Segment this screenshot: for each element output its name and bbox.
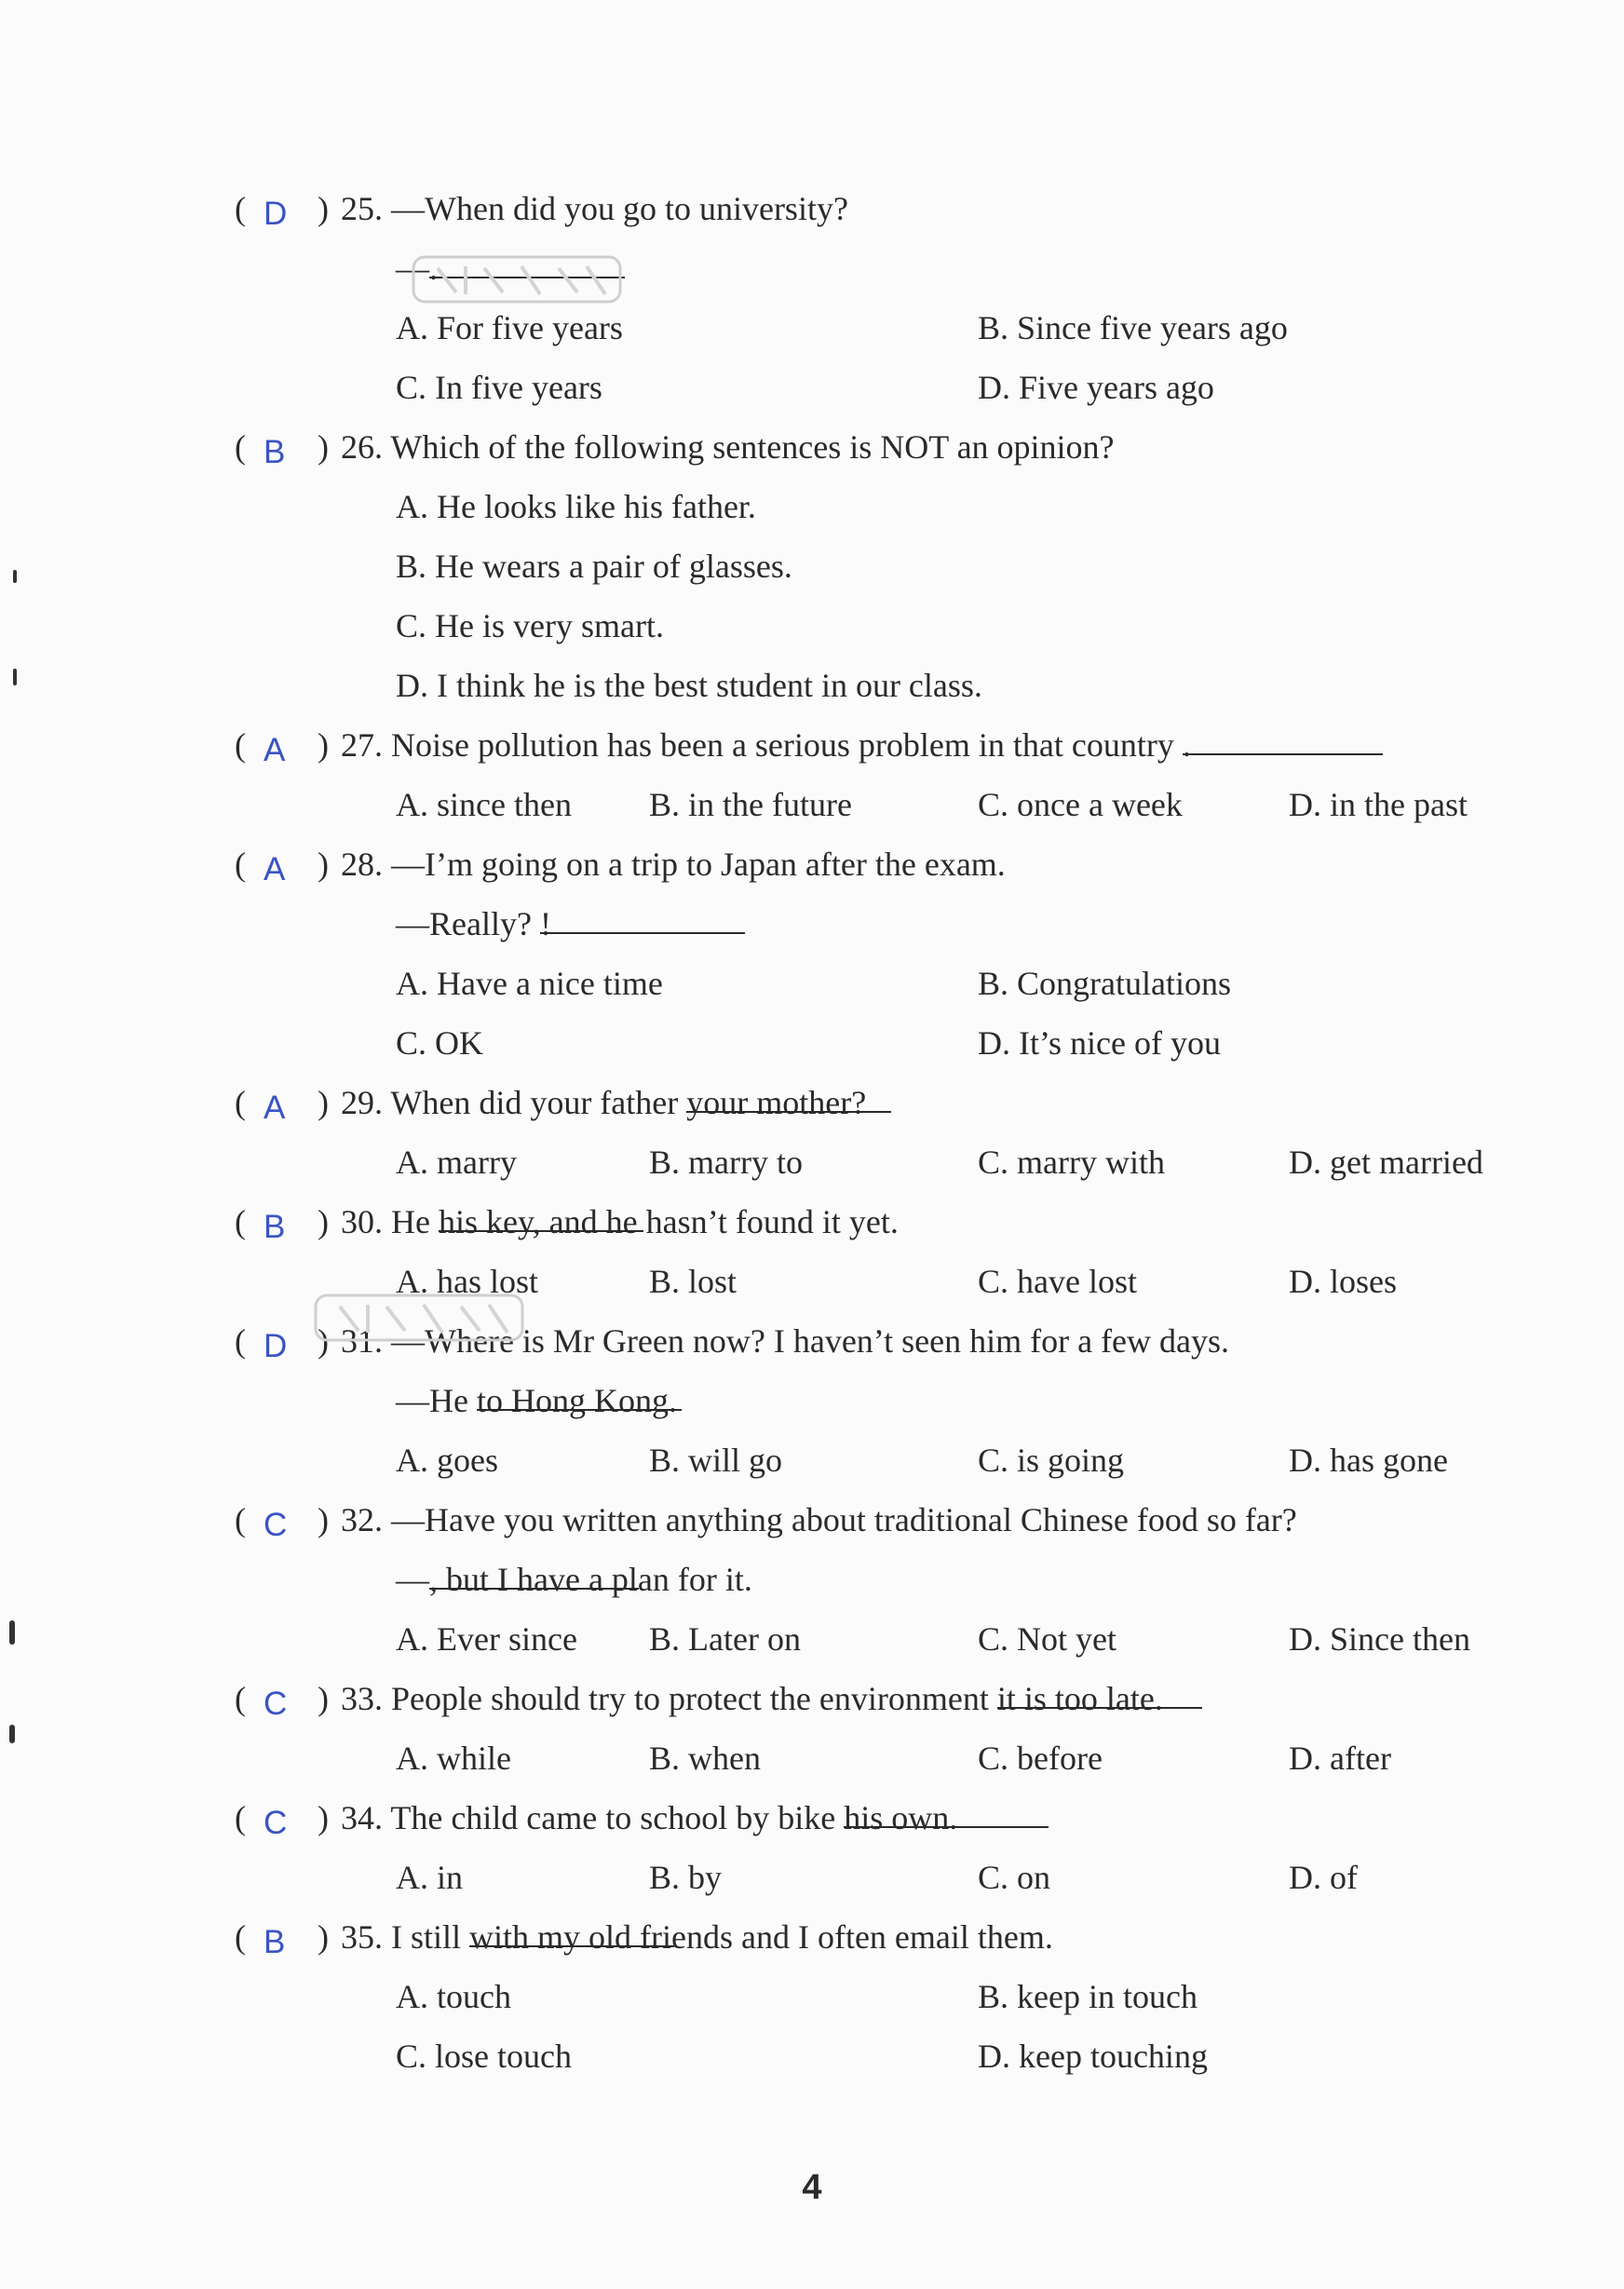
answer-mark: D xyxy=(264,196,288,232)
question-31-reply: —He to Hong Kong. xyxy=(0,1375,1624,1426)
question-stem: 34. The child came to school by bike his own. xyxy=(341,1793,957,1843)
option-c: C. OK xyxy=(396,1024,484,1062)
options-row xyxy=(0,660,1624,711)
option-c: C. once a week xyxy=(978,786,1183,823)
option-d: D. in the past xyxy=(1289,786,1468,823)
answer-mark: B xyxy=(264,1924,286,1960)
option-c: C. before xyxy=(978,1740,1103,1777)
options-row xyxy=(0,303,1624,353)
answer-blank xyxy=(540,899,745,934)
question-stem: 32. —Have you written anything about traditional Chinese food so far? xyxy=(341,1501,1297,1538)
option-c: C. have lost xyxy=(978,1263,1137,1300)
answer-blank xyxy=(439,1197,643,1232)
question-28-reply: —Really? ! xyxy=(0,899,1624,949)
question-29: ( A ) 29. When did your father your mother? xyxy=(0,1077,1624,1128)
option-d: D. of xyxy=(1289,1859,1358,1896)
option-a: A. goes xyxy=(396,1442,498,1479)
question-stem: 25. —When did you go to university? xyxy=(341,190,848,227)
options-row xyxy=(0,779,1624,830)
answer-blank xyxy=(844,1793,1049,1828)
options-row xyxy=(0,1852,1624,1903)
option-b: B. Congratulations xyxy=(978,965,1231,1002)
option-a: A. marry xyxy=(396,1144,517,1181)
option-c: C. is going xyxy=(978,1442,1125,1479)
option-a: A. in xyxy=(396,1859,463,1896)
options-row xyxy=(0,362,1624,413)
question-32: ( C ) 32. —Have you written anything about traditional Chinese food so far? xyxy=(0,1495,1624,1545)
option-a: A. has lost xyxy=(396,1263,538,1300)
option-c: C. He is very smart. xyxy=(396,607,664,644)
option-b: B. Since five years ago xyxy=(978,309,1288,346)
watermark-logo xyxy=(312,1290,526,1346)
option-b: B. Later on xyxy=(649,1620,801,1658)
option-d: D. I think he is the best student in our class. xyxy=(396,667,982,704)
option-d: D. Since then xyxy=(1289,1620,1470,1658)
question-31: ( D ) 31. —Where is Mr Green now? I haven’t seen him for a few days. xyxy=(0,1316,1624,1366)
option-c: C. Not yet xyxy=(978,1620,1116,1658)
question-stem: 28. —I’m going on a trip to Japan after the exam. xyxy=(341,846,1006,883)
answer-mark: C xyxy=(264,1507,288,1543)
answer-blank xyxy=(1183,720,1383,755)
option-d: D. after xyxy=(1289,1740,1391,1777)
answer-mark: C xyxy=(264,1686,288,1722)
options-row xyxy=(0,958,1624,1009)
option-b: B. by xyxy=(649,1859,723,1896)
option-b: B. lost xyxy=(649,1263,738,1300)
question-30: ( B ) 30. He his key, and he hasn’t found it yet. xyxy=(0,1197,1624,1247)
option-a: A. since then xyxy=(396,786,572,823)
options-row xyxy=(0,1137,1624,1187)
question-34: ( C ) 34. The child came to school by bike his own. xyxy=(0,1793,1624,1843)
answer-blank xyxy=(429,1554,639,1590)
option-a: A. touch xyxy=(396,1978,511,2015)
answer-blank xyxy=(477,1375,682,1411)
options-row xyxy=(0,1256,1624,1307)
option-a: A. For five years xyxy=(396,309,623,346)
question-25: ( D ) 25. —When did you go to university? xyxy=(0,183,1624,234)
question-32-reply: — , but I have a plan for it. xyxy=(0,1554,1624,1605)
option-b: B. when xyxy=(649,1740,761,1777)
options-row xyxy=(0,1971,1624,2022)
options-row xyxy=(0,481,1624,532)
option-c: C. marry with xyxy=(978,1144,1165,1181)
page-number: 4 xyxy=(802,2168,822,2207)
question-28: ( A ) 28. —I’m going on a trip to Japan after the exam. xyxy=(0,839,1624,889)
option-a: A. while xyxy=(396,1740,511,1777)
option-d: D. It’s nice of you xyxy=(978,1024,1221,1062)
option-a: A. He looks like his father. xyxy=(396,488,756,525)
options-row xyxy=(0,1018,1624,1068)
answer-mark: A xyxy=(264,851,286,887)
option-b: B. keep in touch xyxy=(978,1978,1198,2015)
question-stem: 27. Noise pollution has been a serious problem in that country . xyxy=(341,720,1191,770)
question-stem: 26. Which of the following sentences is NOT an opinion? xyxy=(341,428,1115,466)
option-c: C. lose touch xyxy=(396,2038,572,2075)
question-stem: 29. When did your father your mother? xyxy=(341,1077,866,1128)
answer-mark: B xyxy=(264,1209,286,1245)
option-a: A. Ever since xyxy=(396,1620,577,1658)
option-d: D. has gone xyxy=(1289,1442,1448,1479)
question-33: ( C ) 33. People should try to protect the environment it is too late. xyxy=(0,1673,1624,1724)
answer-blank xyxy=(997,1673,1202,1709)
answer-blank xyxy=(686,1077,891,1113)
scan-mark xyxy=(13,669,17,685)
option-d: D. loses xyxy=(1289,1263,1397,1300)
options-row xyxy=(0,541,1624,591)
watermark-logo xyxy=(410,251,624,307)
scan-mark xyxy=(9,1620,15,1645)
options-row xyxy=(0,1614,1624,1664)
option-b: B. marry to xyxy=(649,1144,803,1181)
option-b: B. He wears a pair of glasses. xyxy=(396,548,792,585)
question-25-reply: — . xyxy=(0,243,1624,293)
question-stem: 33. People should try to protect the environment it is too late. xyxy=(341,1673,1163,1724)
scan-mark xyxy=(13,570,17,583)
answer-mark: D xyxy=(264,1328,288,1364)
question-stem: 31. —Where is Mr Green now? I haven’t seen him for a few days. xyxy=(341,1322,1230,1360)
options-row xyxy=(0,1435,1624,1485)
answer-mark: B xyxy=(264,434,286,470)
options-row xyxy=(0,601,1624,651)
question-27: ( A ) 27. Noise pollution has been a serious problem in that country . xyxy=(0,720,1624,770)
answer-mark: A xyxy=(264,732,286,768)
question-stem: 35. I still with my old friends and I often email them. xyxy=(341,1912,1053,1962)
answer-mark: C xyxy=(264,1805,288,1841)
question-35: ( B ) 35. I still with my old friends and I often email them. xyxy=(0,1912,1624,1962)
option-d: D. get married xyxy=(1289,1144,1483,1181)
option-b: B. in the future xyxy=(649,786,852,823)
question-stem: 30. He his key, and he hasn’t found it yet. xyxy=(341,1197,899,1247)
option-a: A. Have a nice time xyxy=(396,965,663,1002)
scan-mark xyxy=(9,1725,15,1743)
option-c: C. on xyxy=(978,1859,1051,1896)
option-d: D. keep touching xyxy=(978,2038,1208,2075)
answer-blank xyxy=(469,1912,674,1947)
answer-mark: A xyxy=(264,1090,286,1126)
options-row xyxy=(0,1733,1624,1783)
question-26: ( B ) 26. Which of the following sentences is NOT an opinion? xyxy=(0,422,1624,472)
option-c: C. In five years xyxy=(396,369,602,406)
option-b: B. will go xyxy=(649,1442,783,1479)
options-row xyxy=(0,2031,1624,2081)
option-d: D. Five years ago xyxy=(978,369,1214,406)
